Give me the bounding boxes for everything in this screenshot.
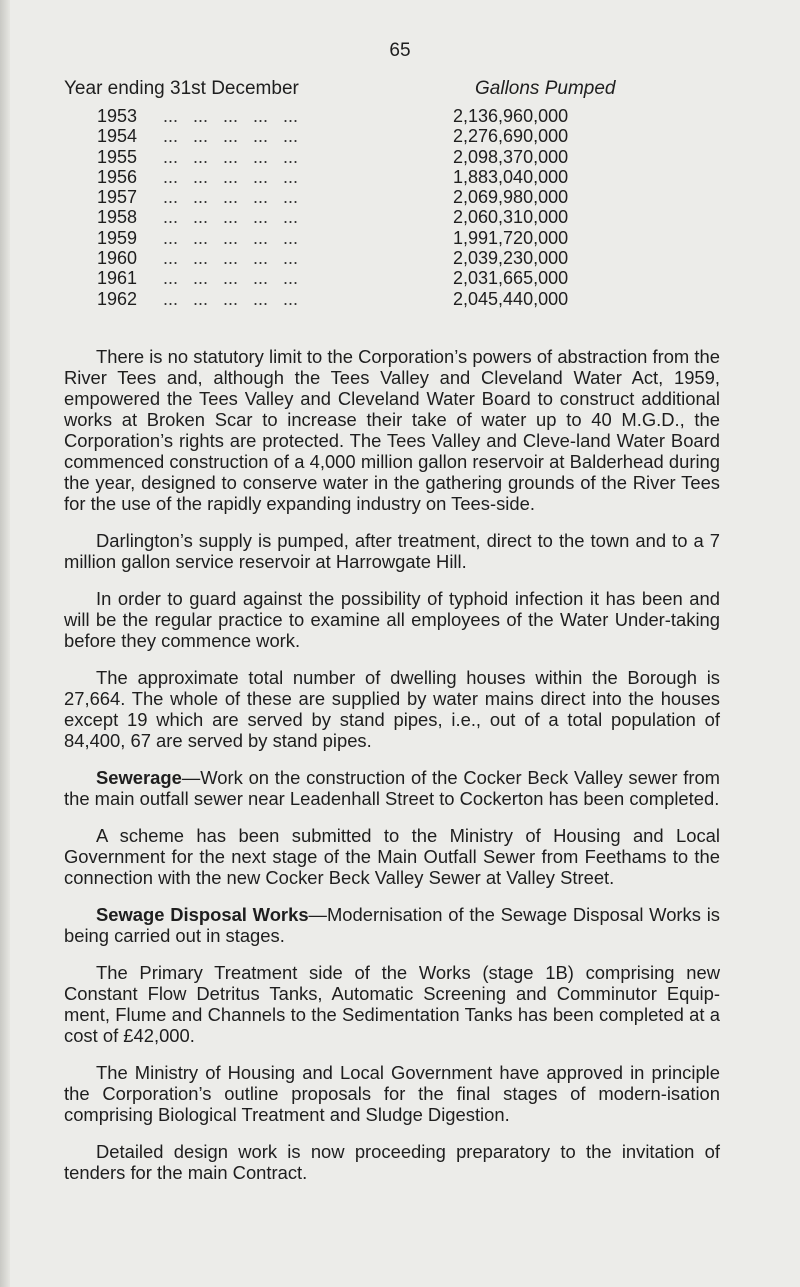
paragraph-sewerage	[64, 767, 720, 809]
table-row	[97, 268, 617, 288]
gallons-cell: 2,060,310,000	[453, 207, 569, 228]
year-cell: 1955	[97, 146, 138, 167]
gallons-cell: 2,031,665,000	[453, 268, 569, 289]
leader-dots: ... ... ... ... ...	[163, 248, 299, 269]
paragraph-dwellings: The approximate total number of dwelling houses within the Borough is 27,664. The whole of these are supplied by water mains direct into the houses except 19 which are served by stand pipes, i.e., out of a total population of 84,400, 67 are served by stand pipes.	[64, 667, 720, 751]
table-header	[64, 78, 624, 104]
year-cell: 1956	[97, 166, 138, 187]
table-row	[97, 228, 617, 248]
gallons-cell: 2,098,370,000	[453, 146, 569, 167]
gallons-pumped-table	[97, 106, 617, 309]
leader-dots: ... ... ... ... ...	[163, 288, 299, 309]
paragraph-scheme: A scheme has been submitted to the Ministry of Housing and Local Government for the next stage of the Main Outfall Sewer from Feethams to the connection with the new Cocker Beck Valley Sewer at Valley Street.	[64, 825, 720, 888]
leader-dots: ... ... ... ... ...	[163, 227, 299, 248]
gallons-cell: 2,039,230,000	[453, 248, 569, 269]
gallons-cell: 1,991,720,000	[453, 227, 569, 248]
body-text	[64, 346, 720, 1183]
table-row	[97, 147, 617, 167]
year-cell: 1953	[97, 106, 138, 126]
gallons-column-header: Gallons Pumped	[475, 78, 616, 99]
paragraph-typhoid: In order to guard against the possibility of typhoid infection it has been and will be the regular practice to examine all employees of the Water Under-taking before they commence work.	[64, 588, 720, 651]
table-row	[97, 126, 617, 146]
year-cell: 1960	[97, 248, 138, 269]
paragraph-ministry-approval: The Ministry of Housing and Local Government have approved in principle the Corporation’s outline proposals for the final stages of modern-isation comprising Biological Treatment and Sludge Digestion.	[64, 1062, 720, 1125]
paragraph-supply: Darlington’s supply is pumped, after treatment, direct to the town and to a 7 million gallon service reservoir at Harrowgate Hill.	[64, 530, 720, 572]
year-column-header: Year ending 31st December	[64, 78, 299, 99]
year-cell: 1959	[97, 227, 138, 248]
gallons-cell: 2,045,440,000	[453, 288, 569, 309]
leader-dots: ... ... ... ... ...	[163, 207, 299, 228]
table-row	[97, 207, 617, 227]
table-row	[97, 248, 617, 268]
gallons-cell: 2,136,960,000	[453, 106, 569, 126]
paragraph-detailed-design: Detailed design work is now proceeding preparatory to the invitation of tenders for the main Contract.	[64, 1141, 720, 1183]
year-cell: 1961	[97, 268, 138, 289]
page-edge-shadow	[0, 0, 10, 1287]
page-number: 65	[389, 40, 411, 61]
sewerage-heading: Sewerage	[96, 767, 182, 788]
sewage-disposal-text: —Modernisation of the Sewage Disposal Works is being carried out in stages.	[64, 904, 720, 946]
gallons-cell: 2,069,980,000	[453, 187, 569, 208]
table-row	[97, 187, 617, 207]
table-row	[97, 167, 617, 187]
leader-dots: ... ... ... ... ...	[163, 126, 299, 147]
leader-dots: ... ... ... ... ...	[163, 268, 299, 289]
leader-dots: ... ... ... ... ...	[163, 146, 299, 167]
gallons-cell: 2,276,690,000	[453, 126, 569, 147]
leader-dots: ... ... ... ... ...	[163, 166, 299, 187]
table-row	[97, 289, 617, 309]
year-cell: 1954	[97, 126, 138, 147]
gallons-cell: 1,883,040,000	[453, 166, 569, 187]
leader-dots: ... ... ... ... ...	[163, 106, 299, 126]
sewerage-text: —Work on the construction of the Cocker Beck Valley sewer from the main outfall sewer near Leadenhall Street to Cockerton has been completed.	[64, 767, 720, 809]
year-cell: 1957	[97, 187, 138, 208]
year-cell: 1958	[97, 207, 138, 228]
paragraph-primary-treatment: The Primary Treatment side of the Works (stage 1B) comprising new Constant Flow Detritus Tanks, Automatic Screening and Comminutor Equip-ment, Flume and Channels to the Sedimentation Tanks has been completed at a cost of £42,000.	[64, 962, 720, 1046]
leader-dots: ... ... ... ... ...	[163, 187, 299, 208]
paragraph-abstraction: There is no statutory limit to the Corporation’s powers of abstraction from the River Tees and, although the Tees Valley and Cleveland Water Act, 1959, empowered the Tees Valley and Cleveland Water Board to construct additional works at Broken Scar to increase their take of water up to 40 M.G.D., the Corporation’s rights are protected. The Tees Valley and Cleve-land Water Board commenced construction of a 4,000 million gallon reservoir at Balderhead during the year, designed to conserve water in the gathering grounds of the River Tees for the use of the rapidly expanding industry on Tees-side.	[64, 346, 720, 514]
sewage-disposal-heading: Sewage Disposal Works	[96, 904, 309, 925]
table-row	[97, 106, 617, 126]
year-cell: 1962	[97, 288, 138, 309]
paragraph-sewage-disposal	[64, 904, 720, 946]
